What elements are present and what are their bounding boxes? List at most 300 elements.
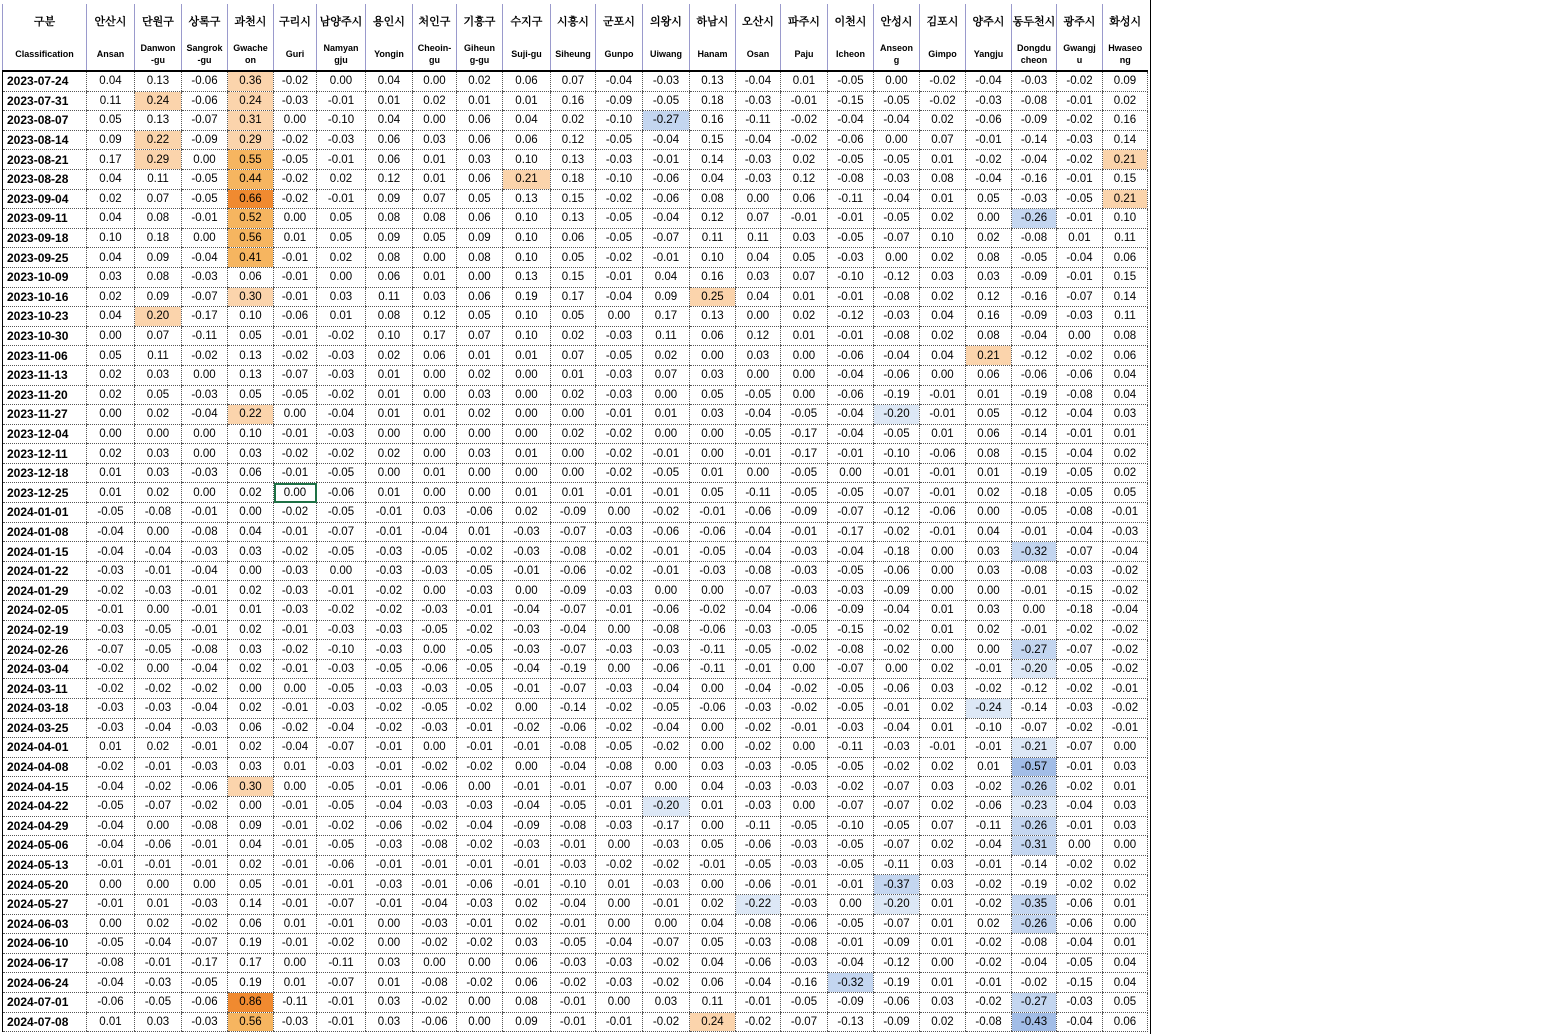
- data-cell[interactable]: -0.05: [828, 228, 874, 248]
- data-cell[interactable]: -0.05: [1057, 659, 1103, 679]
- data-cell[interactable]: 0.02: [1103, 875, 1148, 895]
- data-cell[interactable]: -0.07: [135, 796, 182, 816]
- column-header-danwon-gu-en[interactable]: [135, 37, 182, 71]
- column-header-giheung-gu-ko[interactable]: 기흥구: [457, 4, 503, 37]
- data-cell[interactable]: -0.06: [182, 71, 228, 91]
- data-cell[interactable]: -0.04: [87, 836, 135, 856]
- data-cell[interactable]: 0.01: [274, 757, 317, 777]
- data-cell[interactable]: 0.55: [228, 150, 274, 170]
- data-cell[interactable]: 0.03: [135, 365, 182, 385]
- row-date[interactable]: 2024-07-01: [3, 992, 87, 1012]
- data-cell[interactable]: 0.00: [690, 718, 736, 738]
- data-cell[interactable]: -0.05: [135, 640, 182, 660]
- data-cell[interactable]: -0.03: [643, 71, 690, 91]
- data-cell[interactable]: -0.01: [274, 522, 317, 542]
- row-date[interactable]: 2023-12-18: [3, 463, 87, 483]
- data-cell[interactable]: 0.02: [366, 346, 413, 366]
- data-cell[interactable]: -0.03: [781, 561, 828, 581]
- data-cell[interactable]: 0.01: [135, 894, 182, 914]
- data-cell[interactable]: -0.05: [828, 483, 874, 503]
- data-cell[interactable]: 0.09: [135, 248, 182, 268]
- row-date[interactable]: 2024-06-24: [3, 973, 87, 993]
- data-cell[interactable]: 0.01: [457, 522, 503, 542]
- data-cell[interactable]: -0.12: [874, 503, 920, 523]
- data-cell[interactable]: -0.02: [596, 699, 643, 719]
- data-cell[interactable]: 0.06: [503, 71, 551, 91]
- data-cell[interactable]: 0.09: [366, 228, 413, 248]
- data-cell[interactable]: 0.16: [690, 111, 736, 131]
- data-cell[interactable]: -0.11: [274, 992, 317, 1012]
- data-cell[interactable]: 0.06: [366, 267, 413, 287]
- column-header-yangju-en[interactable]: Yangju: [966, 37, 1012, 71]
- column-header-gimpo-en[interactable]: Gimpo: [920, 37, 966, 71]
- data-cell[interactable]: 0.01: [87, 738, 135, 758]
- data-cell[interactable]: 0.00: [274, 953, 317, 973]
- data-cell[interactable]: -0.01: [274, 816, 317, 836]
- data-cell[interactable]: -0.08: [551, 542, 596, 562]
- row-date[interactable]: 2024-06-10: [3, 934, 87, 954]
- data-cell[interactable]: -0.04: [643, 718, 690, 738]
- data-cell[interactable]: -0.03: [1057, 699, 1103, 719]
- data-cell[interactable]: -0.01: [135, 855, 182, 875]
- data-cell[interactable]: -0.07: [1057, 640, 1103, 660]
- data-cell[interactable]: -0.04: [596, 934, 643, 954]
- data-cell[interactable]: -0.07: [874, 836, 920, 856]
- data-cell[interactable]: -0.01: [966, 738, 1012, 758]
- data-cell[interactable]: 0.01: [366, 405, 413, 425]
- data-cell[interactable]: 0.06: [457, 130, 503, 150]
- row-date[interactable]: 2023-08-14: [3, 130, 87, 150]
- data-cell[interactable]: -0.02: [274, 640, 317, 660]
- data-cell[interactable]: -0.11: [828, 738, 874, 758]
- data-cell[interactable]: 0.03: [643, 992, 690, 1012]
- data-cell[interactable]: -0.09: [1012, 307, 1057, 327]
- data-cell[interactable]: -0.02: [274, 189, 317, 209]
- data-cell[interactable]: -0.06: [413, 1012, 457, 1032]
- data-cell[interactable]: -0.04: [182, 561, 228, 581]
- data-cell[interactable]: -0.01: [828, 444, 874, 464]
- data-cell[interactable]: 0.08: [690, 189, 736, 209]
- data-cell[interactable]: 0.02: [228, 855, 274, 875]
- data-cell[interactable]: 0.00: [274, 405, 317, 425]
- data-cell[interactable]: -0.02: [274, 503, 317, 523]
- data-cell[interactable]: -0.05: [736, 424, 781, 444]
- data-cell[interactable]: -0.14: [551, 699, 596, 719]
- data-cell[interactable]: 0.03: [228, 444, 274, 464]
- data-cell[interactable]: 0.03: [503, 934, 551, 954]
- data-cell[interactable]: -0.02: [1057, 111, 1103, 131]
- data-cell[interactable]: -0.01: [317, 150, 366, 170]
- data-cell[interactable]: -0.02: [182, 346, 228, 366]
- data-cell[interactable]: 0.01: [920, 424, 966, 444]
- data-cell[interactable]: -0.01: [781, 91, 828, 111]
- data-cell[interactable]: -0.03: [736, 777, 781, 797]
- column-header-hanam-ko[interactable]: 하남시: [690, 4, 736, 37]
- data-cell[interactable]: 0.08: [503, 992, 551, 1012]
- data-cell[interactable]: -0.01: [366, 855, 413, 875]
- data-cell[interactable]: 0.03: [920, 777, 966, 797]
- data-cell[interactable]: 0.03: [966, 561, 1012, 581]
- data-cell[interactable]: -0.05: [457, 640, 503, 660]
- data-cell[interactable]: 0.09: [87, 130, 135, 150]
- data-cell[interactable]: 0.04: [736, 248, 781, 268]
- data-cell[interactable]: 0.01: [274, 914, 317, 934]
- data-cell[interactable]: -0.05: [317, 542, 366, 562]
- data-cell[interactable]: -0.01: [274, 326, 317, 346]
- row-date[interactable]: 2024-01-01: [3, 503, 87, 523]
- column-header-osan-en[interactable]: Osan: [736, 37, 781, 71]
- data-cell[interactable]: 0.00: [690, 424, 736, 444]
- data-cell[interactable]: -0.01: [781, 209, 828, 229]
- data-cell[interactable]: 0.16: [551, 91, 596, 111]
- data-cell[interactable]: 0.06: [690, 973, 736, 993]
- data-cell[interactable]: -0.02: [274, 346, 317, 366]
- row-date[interactable]: 2023-12-11: [3, 444, 87, 464]
- data-cell[interactable]: -0.08: [1057, 503, 1103, 523]
- column-header-paju-en[interactable]: Paju: [781, 37, 828, 71]
- data-cell[interactable]: 0.00: [643, 914, 690, 934]
- data-cell[interactable]: -0.27: [1012, 640, 1057, 660]
- data-cell[interactable]: -0.05: [317, 463, 366, 483]
- column-header-giheung-gu-en[interactable]: [457, 37, 503, 71]
- data-cell[interactable]: 0.00: [596, 894, 643, 914]
- data-cell[interactable]: -0.02: [317, 934, 366, 954]
- data-cell[interactable]: 0.00: [457, 953, 503, 973]
- data-cell[interactable]: 0.01: [457, 346, 503, 366]
- data-cell[interactable]: -0.01: [274, 287, 317, 307]
- data-cell[interactable]: 0.00: [596, 992, 643, 1012]
- data-cell[interactable]: 0.00: [87, 914, 135, 934]
- data-cell[interactable]: -0.05: [551, 934, 596, 954]
- data-cell[interactable]: 0.00: [366, 934, 413, 954]
- data-cell[interactable]: 0.03: [457, 444, 503, 464]
- data-cell[interactable]: 0.01: [366, 973, 413, 993]
- row-date[interactable]: 2024-05-13: [3, 855, 87, 875]
- data-cell[interactable]: 0.30: [228, 777, 274, 797]
- data-cell[interactable]: -0.03: [596, 581, 643, 601]
- data-cell[interactable]: -0.04: [736, 679, 781, 699]
- data-cell[interactable]: -0.06: [828, 385, 874, 405]
- data-cell[interactable]: -0.05: [643, 699, 690, 719]
- data-cell[interactable]: 0.07: [781, 267, 828, 287]
- data-cell[interactable]: -0.02: [87, 659, 135, 679]
- data-cell[interactable]: -0.05: [781, 992, 828, 1012]
- data-cell[interactable]: 0.17: [228, 953, 274, 973]
- data-cell[interactable]: -0.11: [317, 953, 366, 973]
- data-cell[interactable]: -0.04: [828, 424, 874, 444]
- data-cell[interactable]: 0.00: [1057, 836, 1103, 856]
- data-cell[interactable]: -0.05: [596, 130, 643, 150]
- data-cell[interactable]: -0.06: [413, 777, 457, 797]
- data-cell[interactable]: 0.03: [413, 287, 457, 307]
- data-cell[interactable]: 0.00: [87, 326, 135, 346]
- data-cell[interactable]: -0.03: [551, 953, 596, 973]
- data-cell[interactable]: -0.05: [828, 699, 874, 719]
- data-cell[interactable]: -0.02: [643, 738, 690, 758]
- row-date[interactable]: 2024-01-08: [3, 522, 87, 542]
- data-cell[interactable]: -0.20: [874, 894, 920, 914]
- data-cell[interactable]: 0.03: [736, 346, 781, 366]
- data-cell[interactable]: -0.05: [87, 934, 135, 954]
- data-cell[interactable]: 0.02: [457, 71, 503, 91]
- data-cell[interactable]: 0.00: [874, 659, 920, 679]
- data-cell[interactable]: -0.03: [317, 620, 366, 640]
- data-cell[interactable]: 0.19: [503, 287, 551, 307]
- data-cell[interactable]: -0.01: [317, 992, 366, 1012]
- data-cell[interactable]: -0.01: [413, 875, 457, 895]
- data-cell[interactable]: -0.03: [182, 542, 228, 562]
- data-cell[interactable]: -0.03: [781, 953, 828, 973]
- data-cell[interactable]: 0.05: [317, 209, 366, 229]
- data-cell[interactable]: -0.15: [1057, 973, 1103, 993]
- data-cell[interactable]: 0.02: [920, 757, 966, 777]
- data-cell[interactable]: -0.02: [87, 757, 135, 777]
- data-cell[interactable]: 0.08: [366, 307, 413, 327]
- data-cell[interactable]: 0.01: [366, 385, 413, 405]
- data-cell[interactable]: -0.19: [1012, 875, 1057, 895]
- data-cell[interactable]: 0.00: [1103, 914, 1148, 934]
- data-cell[interactable]: -0.04: [736, 601, 781, 621]
- data-cell[interactable]: -0.07: [643, 228, 690, 248]
- data-cell[interactable]: -0.04: [135, 542, 182, 562]
- data-cell[interactable]: -0.11: [736, 816, 781, 836]
- data-cell[interactable]: -0.06: [874, 992, 920, 1012]
- data-cell[interactable]: 0.10: [503, 228, 551, 248]
- data-cell[interactable]: 0.21: [966, 346, 1012, 366]
- data-cell[interactable]: 0.01: [413, 463, 457, 483]
- data-cell[interactable]: 0.03: [966, 542, 1012, 562]
- data-cell[interactable]: 0.02: [551, 326, 596, 346]
- data-cell[interactable]: -0.04: [874, 111, 920, 131]
- data-cell[interactable]: 0.02: [920, 796, 966, 816]
- data-cell[interactable]: -0.26: [1012, 777, 1057, 797]
- data-cell[interactable]: -0.06: [874, 561, 920, 581]
- data-cell[interactable]: -0.07: [551, 601, 596, 621]
- data-cell[interactable]: -0.04: [643, 209, 690, 229]
- data-cell[interactable]: 0.00: [135, 424, 182, 444]
- data-cell[interactable]: 0.00: [781, 365, 828, 385]
- data-cell[interactable]: 0.02: [228, 699, 274, 719]
- data-cell[interactable]: -0.03: [596, 522, 643, 542]
- data-cell[interactable]: -0.03: [413, 796, 457, 816]
- data-cell[interactable]: -0.05: [317, 503, 366, 523]
- data-cell[interactable]: -0.05: [413, 699, 457, 719]
- data-cell[interactable]: -0.03: [596, 365, 643, 385]
- data-cell[interactable]: -0.35: [1012, 894, 1057, 914]
- data-cell[interactable]: 0.02: [920, 1012, 966, 1032]
- data-cell[interactable]: -0.05: [413, 620, 457, 640]
- data-cell[interactable]: -0.05: [413, 542, 457, 562]
- row-date[interactable]: 2023-11-27: [3, 405, 87, 425]
- data-cell[interactable]: -0.08: [828, 169, 874, 189]
- data-cell[interactable]: -0.04: [828, 365, 874, 385]
- data-cell[interactable]: -0.04: [413, 894, 457, 914]
- data-cell[interactable]: -0.07: [596, 777, 643, 797]
- data-cell[interactable]: -0.10: [874, 444, 920, 464]
- data-cell[interactable]: -0.01: [274, 894, 317, 914]
- data-cell[interactable]: 0.04: [366, 71, 413, 91]
- data-cell[interactable]: -0.05: [874, 424, 920, 444]
- data-cell[interactable]: -0.05: [874, 91, 920, 111]
- data-cell[interactable]: -0.04: [874, 601, 920, 621]
- data-cell[interactable]: -0.05: [1057, 483, 1103, 503]
- data-cell[interactable]: -0.06: [182, 992, 228, 1012]
- data-cell[interactable]: 0.07: [643, 365, 690, 385]
- data-cell[interactable]: 0.04: [87, 209, 135, 229]
- data-cell[interactable]: -0.03: [503, 620, 551, 640]
- data-cell[interactable]: -0.02: [874, 620, 920, 640]
- data-cell[interactable]: 0.00: [596, 620, 643, 640]
- data-cell[interactable]: 0.02: [413, 91, 457, 111]
- data-cell[interactable]: -0.06: [643, 189, 690, 209]
- data-cell[interactable]: 0.11: [366, 287, 413, 307]
- data-cell[interactable]: 0.02: [920, 248, 966, 268]
- data-cell[interactable]: -0.02: [274, 444, 317, 464]
- data-cell[interactable]: -0.08: [736, 561, 781, 581]
- data-cell[interactable]: -0.03: [828, 581, 874, 601]
- data-cell[interactable]: -0.03: [781, 836, 828, 856]
- data-cell[interactable]: -0.05: [874, 209, 920, 229]
- data-cell[interactable]: -0.03: [966, 91, 1012, 111]
- data-cell[interactable]: -0.07: [1057, 738, 1103, 758]
- data-cell[interactable]: -0.03: [135, 973, 182, 993]
- data-cell[interactable]: -0.01: [596, 1012, 643, 1032]
- data-cell[interactable]: -0.07: [643, 934, 690, 954]
- data-cell[interactable]: -0.07: [874, 228, 920, 248]
- data-cell[interactable]: -0.18: [1012, 483, 1057, 503]
- data-cell[interactable]: -0.04: [596, 71, 643, 91]
- data-cell[interactable]: -0.01: [1103, 718, 1148, 738]
- data-cell[interactable]: 0.04: [690, 777, 736, 797]
- data-cell[interactable]: -0.05: [828, 679, 874, 699]
- row-date[interactable]: 2023-08-07: [3, 111, 87, 131]
- data-cell[interactable]: -0.02: [317, 385, 366, 405]
- data-cell[interactable]: -0.01: [643, 561, 690, 581]
- data-cell[interactable]: 0.10: [920, 228, 966, 248]
- data-cell[interactable]: -0.17: [182, 953, 228, 973]
- row-date[interactable]: 2023-08-21: [3, 150, 87, 170]
- data-cell[interactable]: -0.02: [966, 679, 1012, 699]
- data-cell[interactable]: 0.10: [503, 150, 551, 170]
- data-cell[interactable]: -0.04: [736, 542, 781, 562]
- column-header-gwangju-ko[interactable]: 광주시: [1057, 4, 1103, 37]
- data-cell[interactable]: -0.01: [551, 992, 596, 1012]
- data-cell[interactable]: -0.02: [1057, 346, 1103, 366]
- data-cell[interactable]: 0.06: [457, 209, 503, 229]
- data-cell[interactable]: 0.09: [135, 287, 182, 307]
- data-cell[interactable]: -0.03: [596, 385, 643, 405]
- data-cell[interactable]: -0.05: [874, 816, 920, 836]
- data-cell[interactable]: 0.02: [228, 620, 274, 640]
- data-cell[interactable]: -0.04: [1057, 796, 1103, 816]
- data-cell[interactable]: -0.08: [1057, 385, 1103, 405]
- data-cell[interactable]: 0.06: [503, 973, 551, 993]
- data-cell[interactable]: 0.03: [920, 679, 966, 699]
- data-cell[interactable]: -0.02: [1057, 679, 1103, 699]
- data-cell[interactable]: -0.16: [1012, 287, 1057, 307]
- data-cell[interactable]: -0.03: [413, 679, 457, 699]
- data-cell[interactable]: -0.06: [135, 836, 182, 856]
- data-cell[interactable]: -0.03: [366, 640, 413, 660]
- data-cell[interactable]: 0.01: [457, 91, 503, 111]
- data-cell[interactable]: -0.06: [736, 875, 781, 895]
- data-cell[interactable]: 0.08: [457, 248, 503, 268]
- data-cell[interactable]: 0.41: [228, 248, 274, 268]
- data-cell[interactable]: -0.04: [828, 111, 874, 131]
- row-date[interactable]: 2023-10-23: [3, 307, 87, 327]
- data-cell[interactable]: -0.01: [643, 894, 690, 914]
- data-cell[interactable]: 0.06: [503, 130, 551, 150]
- data-cell[interactable]: 0.11: [1103, 228, 1148, 248]
- data-cell[interactable]: -0.02: [781, 130, 828, 150]
- data-cell[interactable]: -0.07: [874, 777, 920, 797]
- data-cell[interactable]: 0.04: [228, 522, 274, 542]
- data-cell[interactable]: 0.05: [690, 934, 736, 954]
- data-cell[interactable]: -0.02: [781, 111, 828, 131]
- data-cell[interactable]: -0.06: [643, 522, 690, 542]
- data-cell[interactable]: 0.03: [690, 757, 736, 777]
- data-cell[interactable]: -0.01: [1103, 503, 1148, 523]
- data-cell[interactable]: -0.02: [457, 973, 503, 993]
- row-date[interactable]: 2023-07-31: [3, 91, 87, 111]
- data-cell[interactable]: -0.16: [781, 973, 828, 993]
- data-cell[interactable]: 0.00: [736, 189, 781, 209]
- data-cell[interactable]: -0.18: [874, 542, 920, 562]
- data-cell[interactable]: -0.11: [828, 189, 874, 209]
- data-cell[interactable]: 0.00: [366, 914, 413, 934]
- data-cell[interactable]: -0.02: [874, 757, 920, 777]
- data-cell[interactable]: -0.03: [781, 777, 828, 797]
- data-cell[interactable]: -0.06: [736, 836, 781, 856]
- data-cell[interactable]: 0.01: [413, 169, 457, 189]
- data-cell[interactable]: 0.44: [228, 169, 274, 189]
- data-cell[interactable]: 0.01: [966, 757, 1012, 777]
- data-cell[interactable]: 0.08: [135, 267, 182, 287]
- data-cell[interactable]: -0.04: [274, 738, 317, 758]
- data-cell[interactable]: -0.01: [1012, 581, 1057, 601]
- data-cell[interactable]: 0.11: [135, 346, 182, 366]
- data-cell[interactable]: -0.01: [736, 992, 781, 1012]
- data-cell[interactable]: 0.00: [182, 875, 228, 895]
- data-cell[interactable]: 0.02: [920, 209, 966, 229]
- data-cell[interactable]: 0.17: [87, 150, 135, 170]
- data-cell[interactable]: -0.02: [1057, 150, 1103, 170]
- data-cell[interactable]: -0.07: [828, 796, 874, 816]
- data-cell[interactable]: -0.15: [1057, 581, 1103, 601]
- data-cell[interactable]: 0.06: [551, 228, 596, 248]
- data-cell[interactable]: -0.04: [457, 816, 503, 836]
- data-cell[interactable]: 0.00: [317, 267, 366, 287]
- data-cell[interactable]: -0.03: [182, 757, 228, 777]
- data-cell[interactable]: 0.01: [366, 91, 413, 111]
- data-cell[interactable]: -0.05: [828, 71, 874, 91]
- data-cell[interactable]: -0.02: [366, 699, 413, 719]
- data-cell[interactable]: -0.02: [596, 561, 643, 581]
- data-cell[interactable]: -0.06: [920, 444, 966, 464]
- data-cell[interactable]: 0.01: [1103, 424, 1148, 444]
- data-cell[interactable]: -0.01: [317, 91, 366, 111]
- data-cell[interactable]: -0.05: [596, 228, 643, 248]
- data-cell[interactable]: 0.25: [690, 287, 736, 307]
- data-cell[interactable]: 0.12: [413, 307, 457, 327]
- data-cell[interactable]: -0.04: [828, 542, 874, 562]
- data-cell[interactable]: -0.04: [1057, 444, 1103, 464]
- data-cell[interactable]: -0.04: [413, 522, 457, 542]
- data-cell[interactable]: 0.00: [643, 424, 690, 444]
- data-cell[interactable]: 0.10: [503, 209, 551, 229]
- data-cell[interactable]: -0.01: [182, 209, 228, 229]
- data-cell[interactable]: -0.06: [274, 307, 317, 327]
